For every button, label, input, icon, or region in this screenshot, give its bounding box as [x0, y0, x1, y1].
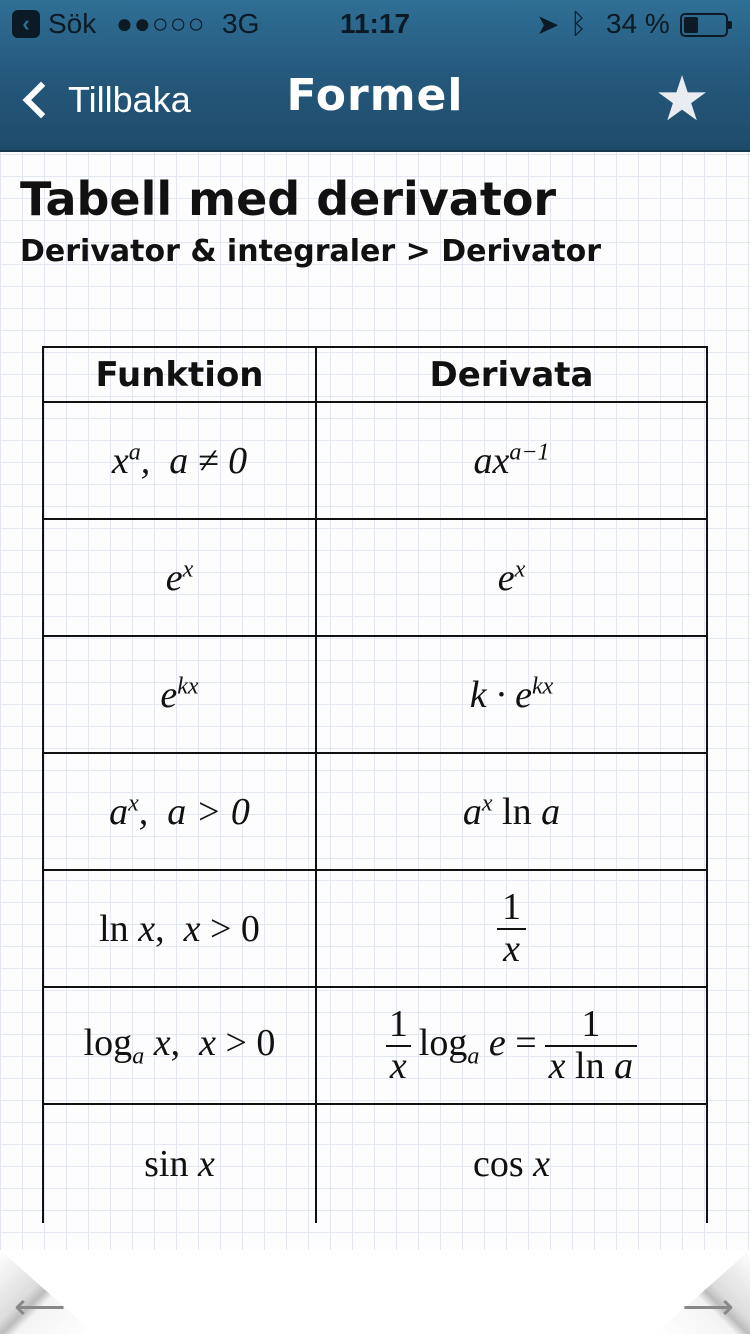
- battery-icon: [680, 13, 728, 37]
- function-cell: [44, 520, 315, 635]
- table-row: [44, 1105, 706, 1223]
- table-row: [44, 637, 706, 754]
- table-header-row: [44, 348, 706, 403]
- nav-bar: [0, 0, 750, 152]
- clock: 11:17: [339, 8, 411, 39]
- formula: $x^a$, a ≠ 0: [111, 438, 248, 482]
- formula: $\log_a x$, x > 0: [83, 1021, 276, 1070]
- bluetooth-icon: ᛒ: [570, 8, 587, 39]
- function-cell: [44, 871, 315, 986]
- table-row: [44, 871, 706, 988]
- derivative-cell: [315, 1105, 706, 1223]
- status-bar: [0, 0, 750, 48]
- formula: $e^{kx}$: [160, 672, 199, 716]
- formula: sin x: [144, 1143, 215, 1185]
- formula: ln x, x > 0: [99, 907, 260, 950]
- table-row: [44, 988, 706, 1105]
- page-title: Tabell med derivator: [20, 172, 557, 226]
- breadcrumb[interactable]: Derivator & integraler > Derivator: [20, 234, 602, 269]
- derivative-cell: [315, 520, 706, 635]
- network-type: 3G: [222, 8, 260, 39]
- derivative-cell: [315, 871, 706, 986]
- location-icon: ➤: [536, 9, 560, 40]
- function-cell: [44, 988, 315, 1103]
- function-cell: [44, 403, 315, 518]
- formula: $k \cdot e^{kx}$: [469, 672, 554, 716]
- back-to-app-icon[interactable]: ‹: [12, 10, 40, 38]
- table-row: [44, 520, 706, 637]
- arrow-left-icon[interactable]: ⟵: [14, 1286, 66, 1327]
- derivative-cell: [315, 403, 706, 518]
- derivative-cell: [315, 754, 706, 869]
- formula: $a^x$, a > 0: [109, 789, 250, 833]
- star-icon[interactable]: ★: [654, 65, 710, 134]
- derivative-table: [42, 346, 708, 1223]
- function-cell: [44, 1105, 315, 1223]
- header-funktion: Funktion: [95, 354, 264, 395]
- formula: $ax^{a-1}$: [473, 438, 550, 482]
- battery-percent: 34 %: [606, 8, 670, 39]
- back-to-app-label[interactable]: Sök: [48, 8, 97, 39]
- formula: 1 x $\log_a e$ = $\frac{1}{\text{x ln a}}$: [386, 1005, 637, 1087]
- arrow-right-icon[interactable]: ⟶: [682, 1286, 734, 1327]
- derivative-cell: [315, 637, 706, 752]
- header-derivata: Derivata: [315, 348, 706, 401]
- signal-strength: ●●○○○: [116, 8, 206, 39]
- formula: cos x: [472, 1143, 551, 1185]
- formula: $a^x$ ln a: [462, 789, 561, 833]
- function-cell: [44, 637, 315, 752]
- nav-title: Formel: [286, 70, 464, 121]
- formula: 1 x: [497, 888, 526, 970]
- page-footer: [0, 1250, 750, 1334]
- formula: $e^x$: [497, 555, 526, 599]
- back-button-label: Tillbaka: [68, 79, 191, 120]
- derivative-cell: [315, 988, 706, 1103]
- table-row: [44, 403, 706, 520]
- table-row: [44, 754, 706, 871]
- formula: $e^x$: [165, 555, 194, 599]
- function-cell: [44, 754, 315, 869]
